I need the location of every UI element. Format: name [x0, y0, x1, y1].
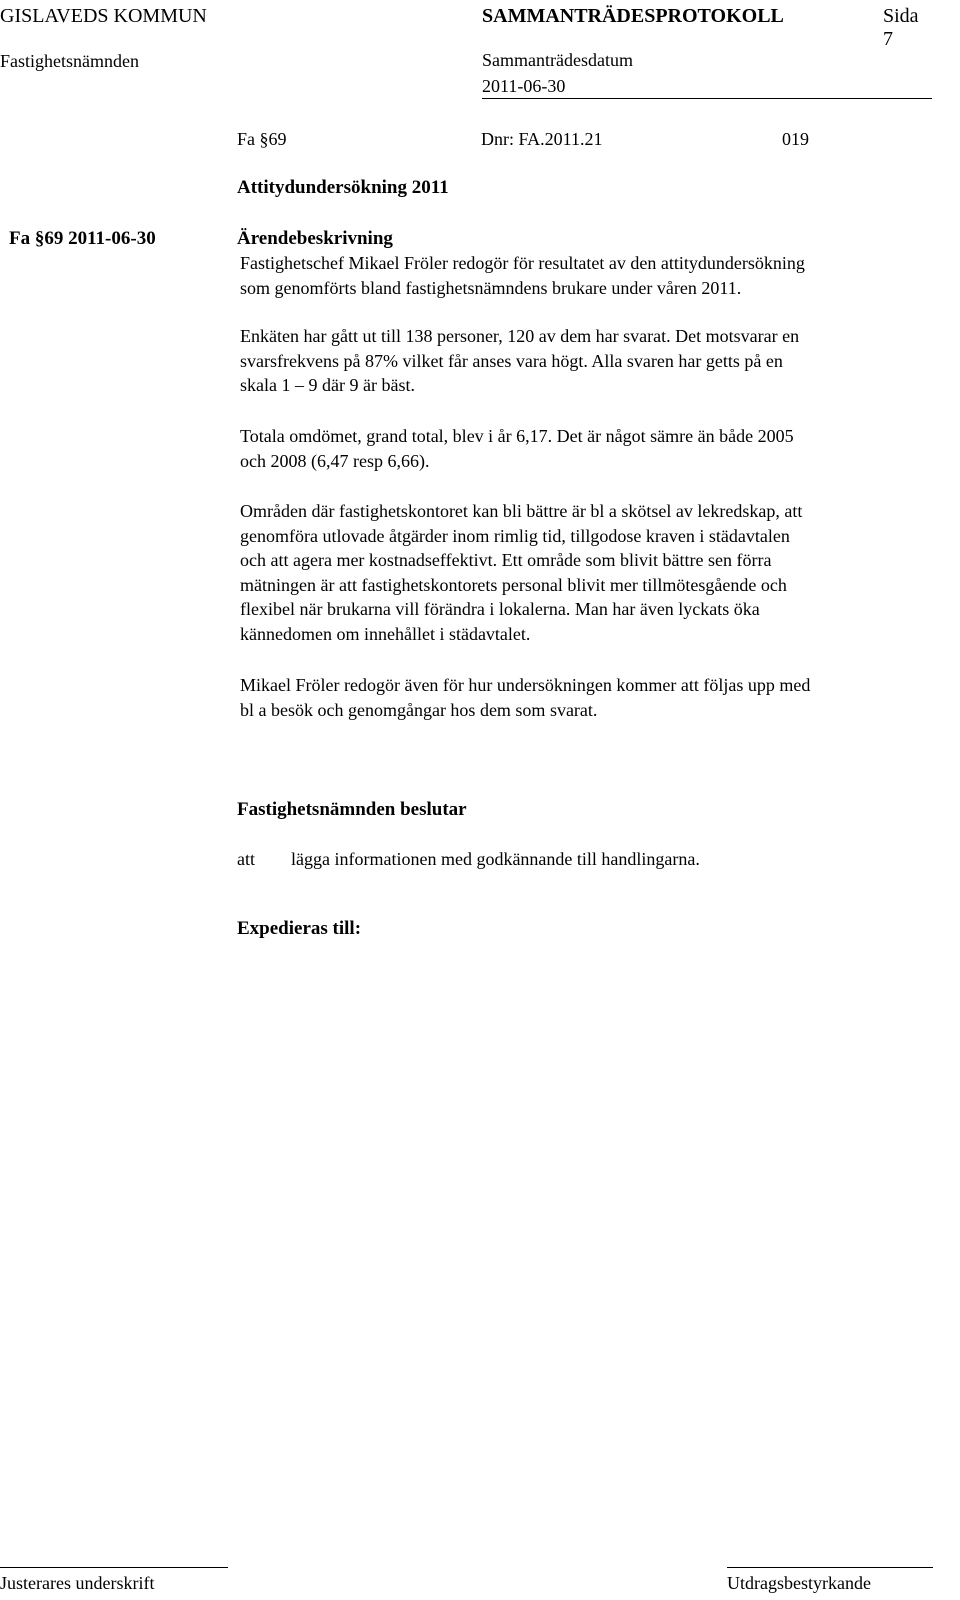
text-line: och att agera mer kostnadseffektivt. Ett område som blivit bättre sen förra — [240, 550, 772, 570]
description-paragraph-2 — [240, 324, 940, 398]
diary-number: Dnr: FA.2011.21 — [481, 129, 603, 149]
text-line: Totala omdömet, grand total, blev i år 6,17. Det är något sämre än både 2005 — [240, 426, 794, 446]
header-divider — [482, 98, 932, 99]
text-line: Områden där fastighetskontoret kan bli bättre är bl a skötsel av lekredskap, att — [240, 501, 803, 521]
text-line: mätningen är att fastighetskontorets personal blivit mer tillmötesgående och — [240, 574, 787, 595]
text-line: genomföra utlovade åtgärder inom rimlig tid, tillgodose kraven i städavtalen — [240, 525, 790, 546]
description-paragraph-5 — [240, 673, 940, 722]
meeting-date: 2011-06-30 — [482, 76, 566, 96]
decision-heading: Fastighetsnämnden beslutar — [237, 799, 467, 820]
text-line: flexibel när brukarna vill förändra i lokalerna. Man har även lyckats öka — [240, 599, 760, 619]
description-paragraph-3 — [240, 424, 940, 473]
text-line: Mikael Fröler redogör även för hur undersökningen kommer att följas upp med — [240, 675, 811, 695]
text-line: svarsfrekvens på 87% vilket får anses vara högt. Alla svaren har getts på en — [240, 350, 783, 371]
signature-line-left — [0, 1567, 228, 1568]
footer-signature-label: Justerares underskrift — [0, 1573, 155, 1593]
dispatch-heading: Expedieras till: — [237, 918, 362, 939]
municipality-name: GISLAVEDS KOMMUN — [0, 5, 207, 27]
text-line: som genomförts bland fastighetsnämndens brukare under våren 2011. — [240, 277, 742, 298]
text-line: Enkäten har gått ut till 138 personer, 120 av dem har svarat. Det motsvarar en — [240, 326, 800, 346]
text-line: bl a besök och genomgångar hos dem som svarat. — [240, 699, 598, 720]
text-line: kännedomen om innehållet i städavtalet. — [240, 623, 531, 644]
case-title: Attitydundersökning 2011 — [237, 177, 449, 198]
signature-line-right — [727, 1567, 933, 1568]
page-label: Sida — [883, 5, 919, 27]
text-line: och 2008 (6,47 resp 6,66). — [240, 450, 430, 471]
description-paragraph-4 — [240, 499, 940, 646]
document-type: SAMMANTRÄDESPROTOKOLL — [482, 5, 784, 27]
board-name: Fastighetsnämnden — [0, 51, 139, 71]
decision-att: att — [237, 849, 255, 869]
text-line: skala 1 – 9 där 9 är bäst. — [240, 375, 415, 395]
footer-extract-label: Utdragsbestyrkande — [727, 1573, 871, 1593]
decision-text: lägga informationen med godkännande till handlingarna. — [291, 849, 700, 869]
text-line: Fastighetschef Mikael Fröler redogör för resultatet av den attitydundersökning — [240, 253, 805, 273]
description-paragraph-1 — [240, 251, 940, 300]
page-number: 7 — [883, 28, 893, 50]
archive-code: 019 — [782, 129, 809, 149]
meeting-date-label: Sammanträdesdatum — [482, 50, 633, 70]
margin-reference: Fa §69 2011-06-30 — [9, 228, 156, 249]
description-heading: Ärendebeskrivning — [237, 228, 393, 249]
section-number: Fa §69 — [237, 129, 287, 149]
